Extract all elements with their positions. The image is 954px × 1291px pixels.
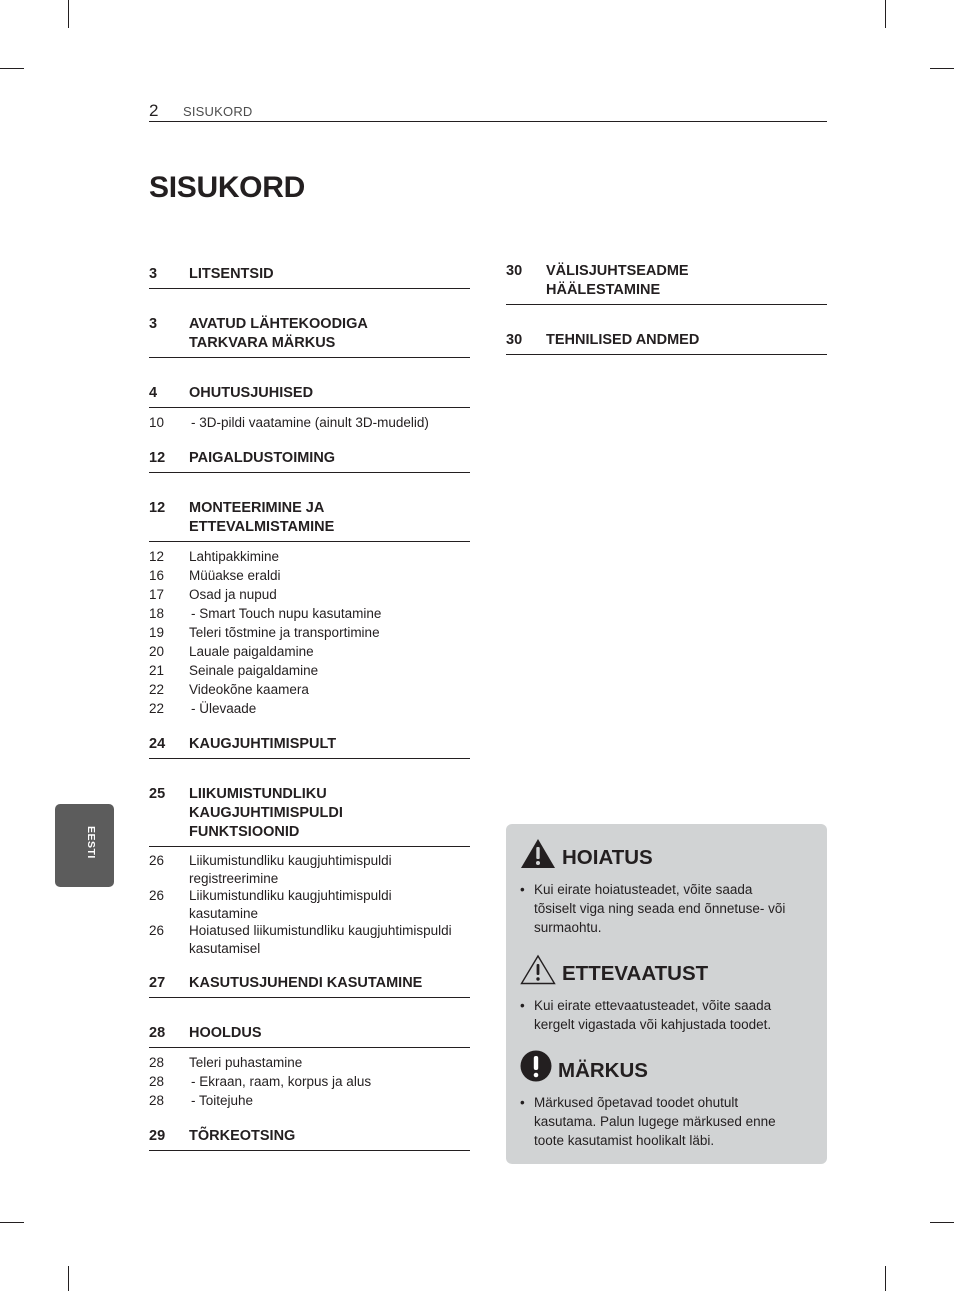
warning-line: surmaohtu. <box>534 920 602 935</box>
toc-page-number: 20 <box>149 644 165 659</box>
toc-subitem <box>149 604 470 623</box>
toc-page-number: 21 <box>149 663 165 678</box>
bullet: • <box>520 998 525 1013</box>
running-title: SISUKORD <box>183 104 253 119</box>
toc-section-title <box>189 1024 470 1043</box>
toc-page-number: 4 <box>149 385 158 401</box>
toc-subitem <box>149 623 470 642</box>
toc-subitem-title: Teleri tõstmine ja transportimine <box>189 625 380 640</box>
toc-page-number: 29 <box>149 1128 166 1144</box>
toc-subitem-title: - Ülevaade <box>191 701 257 716</box>
note-exclamation-icon <box>520 1050 552 1082</box>
toc-title-line: OHUTUSJUHISED <box>189 385 314 401</box>
caution-heading <box>520 954 708 985</box>
toc-page-number: 12 <box>149 549 165 564</box>
toc-left-column <box>149 265 470 1151</box>
toc-subitem <box>149 922 470 957</box>
toc-title-line: TARKVARA MÄRKUS <box>189 335 336 351</box>
toc-section-title <box>189 785 470 842</box>
toc-section-title <box>189 384 470 403</box>
toc-page-number: 24 <box>149 736 166 752</box>
toc-page-number: 22 <box>149 701 165 716</box>
note-title: MÄRKUS <box>558 1059 648 1082</box>
toc-title-line: kasutamine <box>189 905 259 921</box>
toc-title-line: PAIGALDUSTOIMING <box>189 450 336 466</box>
toc-title-line: Hoiatused liikumistundliku kaugjuhtimispuldi <box>189 923 452 938</box>
toc-page-number: 28 <box>149 1055 165 1070</box>
toc-page-number: 3 <box>149 316 158 332</box>
toc-title-line: registreerimine <box>189 870 279 886</box>
toc-page-number: 27 <box>149 975 166 991</box>
toc-subitem <box>149 1091 470 1110</box>
toc-subitem <box>149 887 470 922</box>
toc-subitem-title: - Smart Touch nupu kasutamine <box>191 606 382 621</box>
toc-section-title <box>189 315 470 353</box>
toc-page-number: 25 <box>149 786 166 802</box>
caution-text <box>520 996 815 1034</box>
toc-subitem <box>149 680 470 699</box>
toc-subitem <box>149 1053 470 1072</box>
language-tab <box>55 804 114 887</box>
toc-right-column <box>506 262 827 355</box>
toc-title-line: LITSENTSID <box>189 266 274 282</box>
toc-section <box>149 1024 470 1048</box>
toc-section <box>506 262 827 305</box>
toc-subitem-title: Lauale paigaldamine <box>189 644 314 659</box>
toc-title-line: AVATUD LÄHTEKOODIGA <box>189 316 368 332</box>
toc-title-line: FUNKTSIOONID <box>189 824 300 840</box>
page-title: SISUKORD <box>149 171 305 204</box>
toc-page-number: 17 <box>149 587 165 602</box>
toc-subitem-title <box>189 852 470 887</box>
crop-mark <box>68 0 69 28</box>
page-number: 2 <box>149 101 159 120</box>
caution-title: ETTEVAATUST <box>562 962 709 985</box>
crop-mark <box>0 68 24 69</box>
warning-text <box>520 880 815 937</box>
toc-subitem-title: Osad ja nupud <box>189 587 277 602</box>
crop-mark <box>930 1222 954 1223</box>
toc-title-line: kasutamisel <box>189 940 261 956</box>
toc-title-line: Liikumistundliku kaugjuhtimispuldi <box>189 853 392 868</box>
toc-subitem <box>149 1072 470 1091</box>
toc-page-number: 28 <box>149 1025 166 1041</box>
toc-page-number: 12 <box>149 450 166 466</box>
crop-mark <box>930 68 954 69</box>
toc-subitem-title: Müüakse eraldi <box>189 568 281 583</box>
toc-subitem <box>149 642 470 661</box>
bullet: • <box>520 882 525 897</box>
toc-title-line: TEHNILISED ANDMED <box>546 332 700 348</box>
notes-box <box>506 824 827 1164</box>
toc-section-title <box>546 331 827 350</box>
toc-page-number: 16 <box>149 568 165 583</box>
toc-page-number: 12 <box>149 500 166 516</box>
toc-page-number: 30 <box>506 263 523 279</box>
toc-subitem <box>149 852 470 887</box>
toc-section-title <box>189 735 470 754</box>
caution-line: Kui eirate ettevaatusteadet, võite saada <box>534 998 772 1013</box>
language-tab-label: EESTI <box>85 826 97 859</box>
toc-section <box>149 449 470 473</box>
toc-section <box>149 1127 470 1151</box>
toc-section-title <box>189 499 470 537</box>
toc-page-number: 3 <box>149 266 158 282</box>
toc-section <box>149 499 470 542</box>
toc-section <box>149 785 470 847</box>
bullet: • <box>520 1095 525 1110</box>
toc-subitem <box>149 699 470 718</box>
toc-subitem-title <box>189 887 470 922</box>
toc-subitem <box>149 661 470 680</box>
header-rule <box>149 121 827 122</box>
warning-triangle-icon <box>520 838 556 869</box>
toc-title-line: VÄLISJUHTSEADME <box>546 263 689 279</box>
toc-page-number: 18 <box>149 606 165 621</box>
caution-line: kergelt vigastada või kahjustada toodet. <box>534 1017 772 1032</box>
note-line: toote kasutamist hoolikalt läbi. <box>534 1133 715 1148</box>
toc-section <box>149 265 470 289</box>
toc-subitem <box>149 566 470 585</box>
toc-subitem-title: Teleri puhastamine <box>189 1055 303 1070</box>
toc-subitem-title: - Toitejuhe <box>191 1093 254 1108</box>
toc-title-line: MONTEERIMINE JA <box>189 500 325 516</box>
toc-page-number: 28 <box>149 1074 165 1089</box>
toc-subitem-title: Lahtipakkimine <box>189 549 280 564</box>
toc-page-number: 10 <box>149 415 165 430</box>
toc-page-number: 26 <box>149 853 165 868</box>
toc-section-title <box>189 974 470 993</box>
crop-mark <box>885 0 886 28</box>
toc-section <box>506 331 827 355</box>
warning-line: tõsiselt viga ning seada end õnnetuse- või <box>534 901 786 916</box>
toc-page-number: 19 <box>149 625 165 640</box>
note-line: Märkused õpetavad toodet ohutult <box>534 1095 739 1110</box>
toc-title-line: Liikumistundliku kaugjuhtimispuldi <box>189 888 392 903</box>
toc-section-title <box>189 1127 470 1146</box>
toc-page-number: 28 <box>149 1093 165 1108</box>
toc-title-line: KASUTUSJUHENDI KASUTAMINE <box>189 975 423 991</box>
toc-page-number: 30 <box>506 332 523 348</box>
crop-mark <box>885 1266 886 1291</box>
crop-mark <box>68 1266 69 1291</box>
toc-section <box>149 735 470 759</box>
toc-section-title <box>189 265 470 284</box>
toc-subitem-title: - Ekraan, raam, korpus ja alus <box>191 1074 372 1089</box>
toc-page-number: 22 <box>149 682 165 697</box>
toc-title-line: HÄÄLESTAMINE <box>546 282 661 298</box>
toc-subitem-title <box>189 922 470 957</box>
toc-page-number: 26 <box>149 923 165 938</box>
warning-title: HOIATUS <box>562 846 653 869</box>
note-text <box>520 1093 815 1150</box>
note-heading <box>520 1050 648 1082</box>
toc-title-line: ETTEVALMISTAMINE <box>189 519 335 535</box>
toc-title-line: LIIKUMISTUNDLIKU <box>189 786 327 802</box>
toc-subitem <box>149 413 470 432</box>
caution-triangle-icon <box>520 954 556 985</box>
toc-section <box>149 315 470 358</box>
note-line: kasutama. Palun lugege märkused enne <box>534 1114 776 1129</box>
toc-section <box>149 384 470 408</box>
toc-subitem-title: Videokõne kaamera <box>189 682 309 697</box>
toc-subitem <box>149 547 470 566</box>
warning-heading <box>520 838 653 869</box>
toc-title-line: KAUGJUHTIMISPULT <box>189 736 337 752</box>
toc-section-title <box>546 262 827 300</box>
toc-title-line: KAUGJUHTIMISPULDI <box>189 805 343 821</box>
toc-title-line: TÕRKEOTSING <box>189 1128 296 1144</box>
toc-section <box>149 974 470 998</box>
toc-section-title <box>189 449 470 468</box>
toc-page-number: 26 <box>149 888 165 903</box>
toc-subitem-title: Seinale paigaldamine <box>189 663 319 678</box>
toc-subitem-title: - 3D-pildi vaatamine (ainult 3D-mudelid) <box>191 415 429 430</box>
toc-title-line: HOOLDUS <box>189 1025 262 1041</box>
crop-mark <box>0 1222 24 1223</box>
warning-line: Kui eirate hoiatusteadet, võite saada <box>534 882 753 897</box>
toc-subitem <box>149 585 470 604</box>
